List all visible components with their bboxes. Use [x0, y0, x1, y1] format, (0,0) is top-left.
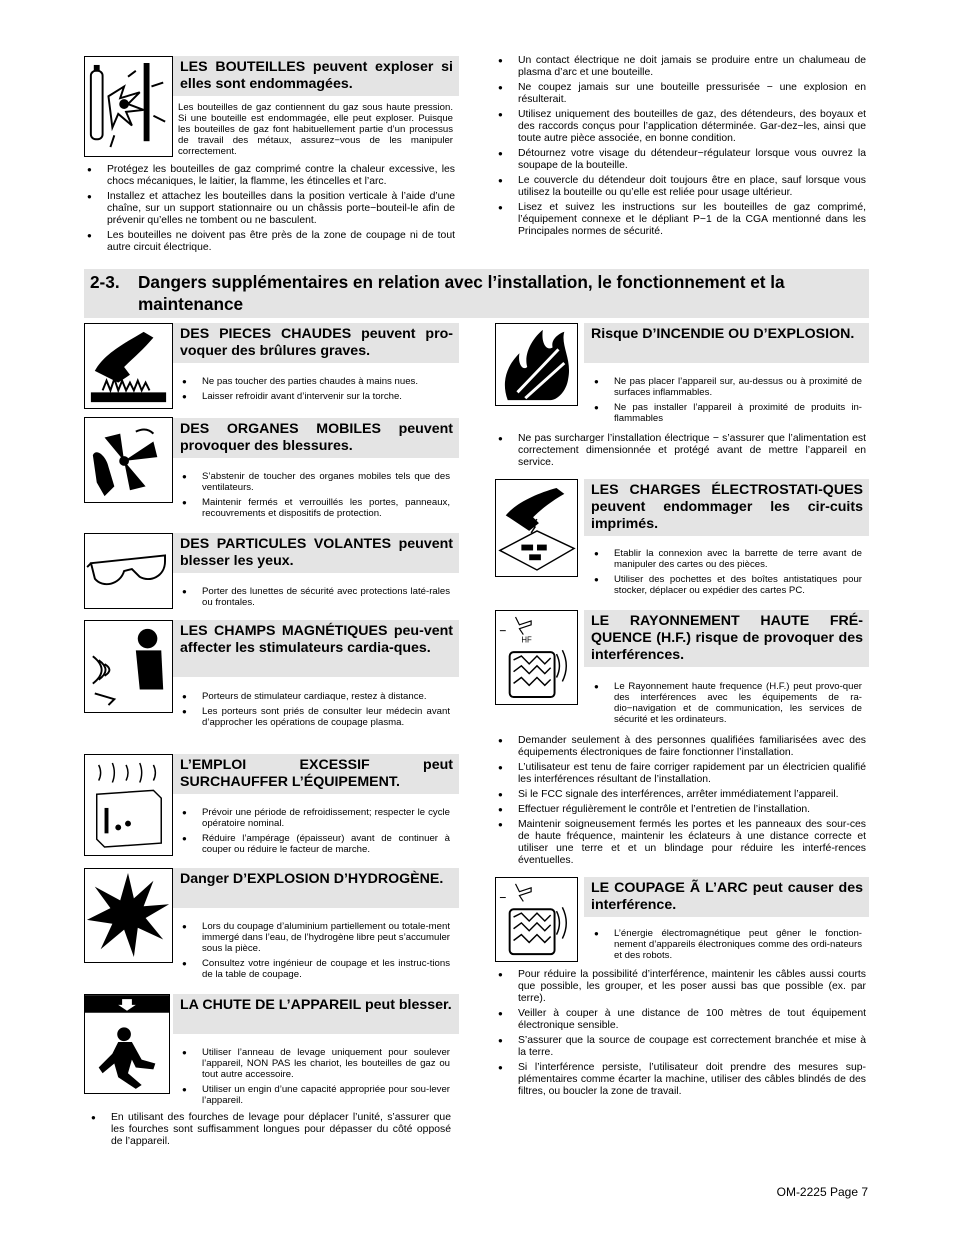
list-item: ● Consultez votre ingénieur de coupage et les instruc-tions de la table de coupage. — [180, 958, 450, 980]
list-item: ● Protégez les bouteilles de gaz comprimé contre la chaleur excessive, les chocs mécaniques, le laitier, la flamme, les étincelles et l’arc. — [85, 164, 455, 188]
magnetic-fields-bullets — [180, 691, 450, 732]
static-circuit-board-icon — [495, 479, 578, 577]
list-item: ● Utilisez uniquement des bouteilles de gaz, des détendeurs, des boyaux et des raccords conçus pour l’application déterminée. Gar-dez−les, ainsi que toute autre pièce associée, en bonne condition. — [496, 109, 866, 145]
fire-header: Risque D’INCENDIE OU D’EXPLOSION. — [584, 323, 869, 363]
arc-bullets — [592, 928, 862, 965]
list-item: ● Lors du coupage d’aluminium partiellement ou totale-ment immergé dans l’eau, de l’hydrogène libre peut s’accumuler sous la pièce. — [180, 921, 450, 954]
list-item: ● Prévoir une période de refroidissement; respecter le cycle opératoire nominal. — [180, 807, 450, 829]
hf-interference-icon — [495, 610, 578, 705]
list-item: ● Veiller à couper à une distance de 100 mètres de tout équipement électronique sensible. — [496, 1008, 866, 1032]
static-bullets — [592, 548, 862, 600]
list-item: ● Si l’interférence persiste, l’utilisateur doit prendre des mesures sup-plémentaires comme écarter la machine, utiliser des câbles blindés de des filtres, ou boucler la zone de travail. — [496, 1062, 866, 1098]
fire-bullets — [592, 376, 862, 428]
falling-header: LA CHUTE DE L’APPAREIL peut blesser. — [173, 994, 459, 1034]
list-item: ● Ne coupez jamais sur une bouteille pressurisée − une explosion en résulterait. — [496, 82, 866, 106]
falling-bullets — [180, 1047, 450, 1110]
list-item: ● Le couvercle du détendeur doit toujours être en place, sauf lorsque vous utilisez la bouteille ou qu’elle est reliée pour usage ultérieur. — [496, 175, 866, 199]
magnetic-fields-header: LES CHAMPS MAGNÉTIQUES peu-vent affecter les stimulateurs cardia-ques. — [173, 620, 459, 677]
section-heading: Dangers supplémentaires en relation avec l’installation, le fonctionnement et la maintenance — [138, 272, 785, 314]
magnetic-field-icon — [84, 620, 173, 713]
list-item: ● Maintenir soigneusement fermés les portes et les panneaux des sour-ces de haute fréquence, maintenir les éclateurs à une distance correcte et utiliser une terre et et un blindage pour réduire les interfé-rences éventuelles. — [496, 819, 866, 867]
section-number: 2-3. — [90, 272, 120, 292]
list-item: ● Utiliser des pochettes et des boîtes antistatiques pour stocker, déplacer ou expédier des cartes PC. — [592, 574, 862, 596]
hf-header: LE RAYONNEMENT HAUTE FRÉ-QUENCE (H.F.) risque de provoquer des interférences. — [584, 610, 869, 667]
list-item: ● Etablir la connexion avec la barrette de terre avant de manipuler des cartes ou des pièces. — [592, 548, 862, 570]
list-item: ● Un contact électrique ne doit jamais se produire entre un chalumeau de plasma d’arc et une bouteille. — [496, 55, 866, 79]
list-item: ● S’assurer que la source de coupage est correctement branchée et mise à la terre. — [496, 1035, 866, 1059]
safety-glasses-icon — [84, 533, 173, 609]
overuse-bullets — [180, 807, 450, 859]
hf-extra-bullets — [496, 735, 866, 870]
hot-parts-icon — [84, 323, 173, 409]
static-header: LES CHARGES ÉLECTROSTATI-QUES peuvent endommager les cir-cuits imprimés. — [584, 479, 869, 536]
list-item: ● Ne pas placer l’appareil sur, au-dessus ou à proximité de surfaces inflammables. — [592, 376, 862, 398]
list-item: ● Demander seulement à des personnes qualifiées familiarisées avec des équipements électroniques de faire fonctionner l’installation. — [496, 735, 866, 759]
list-item: ● Ne pas toucher des parties chaudes à mains nues. — [180, 376, 450, 387]
moving-parts-header: DES ORGANES MOBILES peuvent provoquer des blessures. — [173, 418, 459, 458]
list-item: ● Pour réduire la possibilité d’interférence, maintenir les câbles aussi courts que possible, les grouper, et les poser aussi bas que possible (ex. par terre). — [496, 969, 866, 1005]
hf-label: HF — [521, 635, 532, 645]
fan-hand-icon — [84, 417, 173, 503]
list-item: ● Détournez votre visage du détendeur−régulateur lorsque vous ouvrez la soupape de la bouteille. — [496, 148, 866, 172]
hf-bullets — [592, 681, 862, 729]
list-item: ● Réduire l’ampérage (épaisseur) avant de continuer à couper ou réduire le facteur de marche. — [180, 833, 450, 855]
list-item: ● Laisser refroidir avant d’intervenir sur la torche. — [180, 391, 450, 402]
cylinder-explosion-icon — [84, 56, 173, 157]
arc-interference-icon — [495, 877, 578, 962]
hydrogen-header: Danger D’EXPLOSION D’HYDROGÈNE. — [173, 868, 459, 908]
arc-header: LE COUPAGE Ã L’ARC peut causer des interférence. — [584, 877, 869, 917]
cylinders-bullets-continued — [496, 55, 866, 241]
overuse-header: L’EMPLOI EXCESSIF peut SURCHAUFFER L’ÉQUIPEMENT. — [173, 754, 459, 794]
explosion-icon — [84, 868, 173, 963]
hydrogen-bullets — [180, 921, 450, 984]
arc-extra-bullets — [496, 969, 866, 1101]
hot-parts-bullets — [180, 376, 450, 406]
fire-icon — [495, 323, 578, 406]
list-item: ● Utiliser l’anneau de levage uniquement pour soulever l’appareil, NON PAS les chariot, les bouteilles de gaz ou tout autre accessoire. — [180, 1047, 450, 1080]
list-item: ● En utilisant des fourches de levage pour déplacer l’unité, s’assurer que les fourches sont suffisamment longues pour dépasser du côté opposé de l’appareil. — [89, 1112, 451, 1148]
list-item: ● Porteurs de stimulateur cardiaque, restez à distance. — [180, 691, 450, 702]
falling-extra-bullets — [89, 1112, 451, 1151]
list-item: ● Le Rayonnement haute frequence (H.F.) peut provo-quer des interférences avec les équipements de ra-dio−navigation et de communication, les services de sécurité et les ordinateurs. — [592, 681, 862, 725]
list-item: ● Installez et attachez les bouteilles dans la position verticale à l’aide d’une chaîne, sur un support stationnaire ou un châssis porte−bouteil-le afin de prévenir qu’elles ne tombent ou ne basculent. — [85, 191, 455, 227]
list-item: ● Ne pas installer l’appareil à proximité de produits in-flammables — [592, 402, 862, 424]
flying-particles-bullets — [180, 586, 450, 612]
list-item: ● S’abstenir de toucher des organes mobiles tels que des ventilateurs. — [180, 471, 450, 493]
falling-equipment-icon — [84, 994, 170, 1094]
section-title — [84, 269, 869, 318]
list-item: ● Ne pas surcharger l’installation électrique − s’assurer que l’alimentation est correctement dimensionnée et protégé avant de mettre l’appareil en service. — [496, 433, 866, 469]
cylinders-intro: Les bouteilles de gaz contiennent du gaz sous haute pression. Si une bouteille est endommagée, elle peut exploser. Puisque les bouteilles de gaz font habituellement partie d’un processus de travail des métaux, assurez−vous de les manipuler correctement. — [178, 102, 453, 157]
list-item: ● Les bouteilles ne doivent pas être près de la zone de coupage ni de tout autre circuit électrique. — [85, 230, 455, 254]
list-item: ● L’utilisateur est tenu de faire corriger rapidement par un électricien qualifié les interférences résultant de l’installation. — [496, 762, 866, 786]
list-item: ● Utiliser un engin d’une capacité appropriée pour sou-lever l’appareil. — [180, 1084, 450, 1106]
overheat-icon — [84, 754, 173, 856]
list-item: ● Effectuer régulièrement le contrôle et l’entretien de l’installation. — [496, 804, 866, 816]
list-item: ● Porter des lunettes de sécurité avec protections laté-rales ou frontales. — [180, 586, 450, 608]
moving-parts-bullets — [180, 471, 450, 523]
page-footer: OM-2225 Page 7 — [776, 1185, 868, 1199]
hot-parts-header: DES PIECES CHAUDES peuvent pro-voquer des brûlures graves. — [173, 323, 459, 363]
cylinders-header: LES BOUTEILLES peuvent exploser si elles sont endommagées. — [173, 56, 459, 96]
list-item: ● Maintenir fermés et verrouillés les portes, panneaux, recouvrements et dispositifs de protection. — [180, 497, 450, 519]
list-item: ● Lisez et suivez les instructions sur les bouteilles de gaz comprimé, l’équipement connexe et le dépliant P−1 de la CGA mentionné dans les Principales normes de sécurité. — [496, 202, 866, 238]
list-item: ● Les porteurs sont priés de consulter leur médecin avant d’approcher les opérations de coupage plasma. — [180, 706, 450, 728]
list-item: ● L’énergie électromagnétique peut gêner le fonction-nement d’appareils électroniques comme des ordi-nateurs et des robots. — [592, 928, 862, 961]
cylinders-bullets — [85, 164, 455, 257]
list-item: ● Si le FCC signale des interférences, arrêter immédiatement l’appareil. — [496, 789, 866, 801]
flying-particles-header: DES PARTICULES VOLANTES peuvent blesser les yeux. — [173, 533, 459, 573]
fire-extra-bullets — [496, 433, 866, 472]
